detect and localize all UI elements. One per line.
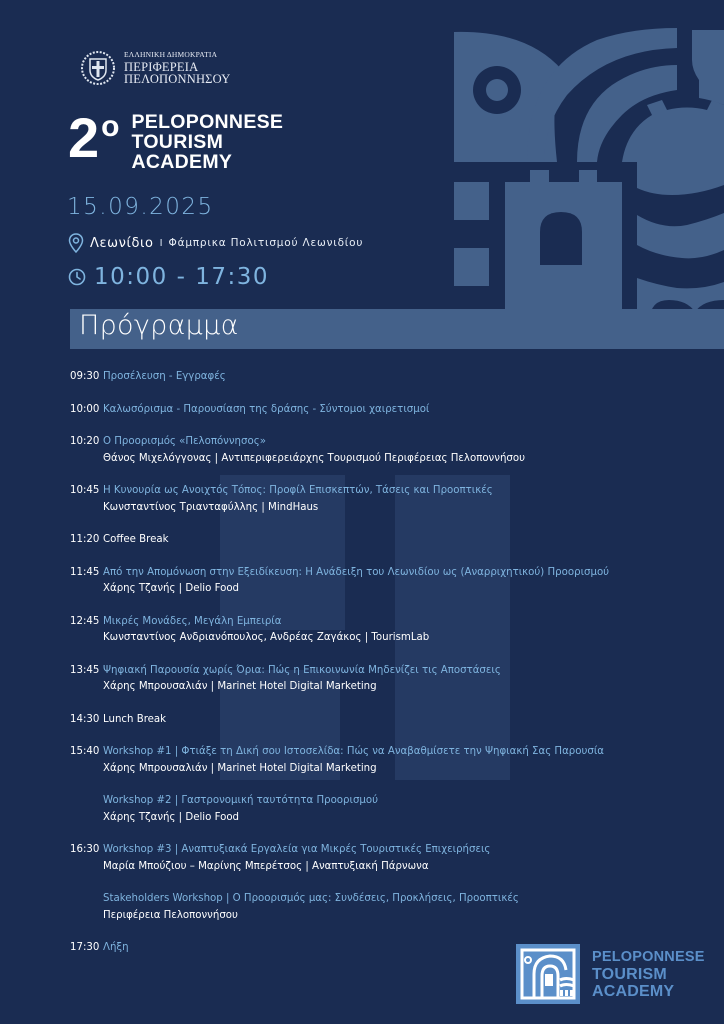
clock-icon (68, 268, 86, 286)
event-location (68, 233, 363, 253)
program-header-bar (70, 309, 724, 349)
schedule-item-speaker: Θάνος Μιχελόγγονας | Αντιπεριφερειάρχης Τουρισμού Περιφέρειας Πελοποννήσου (103, 452, 525, 464)
schedule-item-body (103, 483, 493, 516)
edition-ordinal: ο (101, 110, 120, 143)
event-time (68, 264, 269, 290)
schedule-item-time: 17:30 (70, 942, 100, 953)
region-name-line1: ΠΕΡΙΦΕΡΕΙΑ (124, 60, 199, 75)
schedule-item-title: Λήξη (103, 942, 129, 953)
greek-coat-of-arms-icon (80, 50, 116, 86)
program-schedule (70, 369, 710, 973)
map-pin-icon (68, 233, 84, 253)
schedule-item-title: Coffee Break (103, 534, 169, 545)
schedule-item (70, 565, 710, 598)
schedule-item (70, 842, 710, 875)
schedule-item-title: Από την Απομόνωση στην Εξειδίκευση: Η Ανάδειξη του Λεωνιδίου ως (Αναρριχητικού) Προορισμού (103, 566, 610, 578)
schedule-item-body (103, 793, 378, 826)
schedule-item-speaker: Κωνσταντίνος Τριανταφύλλης | MindHaus (103, 501, 319, 513)
schedule-item-title: Προσέλευση - Εγγραφές (103, 371, 226, 382)
schedule-item-time: 15:40 (70, 746, 100, 757)
schedule-item-title: Ψηφιακή Παρουσία χωρίς Όρια: Πώς η Επικοινωνία Μηδενίζει τις Αποστάσεις (103, 664, 501, 676)
academy-hero-graphic (447, 20, 724, 349)
schedule-item-time: 16:30 (70, 844, 100, 855)
schedule-item (70, 434, 710, 467)
schedule-item-body (103, 842, 490, 875)
schedule-item-title: Workshop #1 | Φτιάξε τη Δική σου Ιστοσελίδα: Πώς να Αναβαθμίσετε την Ψηφιακή Σας Παρουσία (103, 746, 605, 757)
schedule-item-time: 09:30 (70, 371, 100, 382)
schedule-item (70, 891, 710, 924)
schedule-item (70, 663, 710, 696)
schedule-item-body (103, 663, 501, 696)
schedule-item-body (103, 614, 429, 647)
event-date: 15.09.2025 (67, 194, 214, 220)
schedule-item-speaker: Χάρης Τζανής | Delio Food (103, 811, 240, 823)
footer-logo-line: ACADEMY (592, 982, 675, 1000)
schedule-item-body (103, 565, 609, 598)
region-country: ΕΛΛΗΝΙΚΗ ΔΗΜΟΚΡΑΤΙΑ (124, 49, 218, 59)
schedule-item-time: 13:45 (70, 664, 100, 676)
event-title-line: PELOPONNESE (131, 111, 284, 133)
location-venue: Φάμπρικα Πολιτισμού Λεωνιδίου (168, 237, 364, 249)
schedule-item-title: Lunch Break (103, 713, 167, 725)
footer-academy-logo (516, 944, 705, 1004)
schedule-item-time: 12:45 (70, 615, 100, 627)
schedule-item (70, 793, 710, 826)
schedule-item-time: 11:45 (70, 566, 100, 578)
schedule-item-speaker: Περιφέρεια Πελοποννήσου (103, 909, 238, 921)
schedule-item-body (103, 940, 129, 957)
schedule-item-title: Ο Προορισμός «Πελοπόννησος» (103, 436, 266, 447)
schedule-item-speaker: Χάρης Τζανής | Delio Food (103, 583, 240, 594)
schedule-item (70, 614, 710, 647)
schedule-item-body (103, 434, 525, 467)
schedule-item-title: Μικρές Μονάδες, Μεγάλη Εμπειρία (103, 615, 282, 627)
event-time-range: 10:00 - 17:30 (94, 264, 269, 290)
schedule-item-speaker: Μαρία Μπούζιου – Μαρίνης Μπερέτσος | Αναπτυξιακή Πάρνωνα (103, 860, 429, 872)
footer-logo-line: TOURISM (592, 965, 667, 983)
event-title-line: TOURISM (131, 131, 224, 153)
event-title (131, 112, 283, 172)
edition-heading (68, 106, 284, 173)
footer-logo-text (592, 949, 705, 1000)
schedule-item (70, 483, 710, 516)
schedule-item (70, 744, 710, 777)
schedule-item-speaker: Κωνσταντίνος Ανδριανόπουλος, Ανδρέας Ζαγάκος | TourismLab (103, 632, 430, 643)
schedule-item (70, 369, 710, 386)
schedule-item-body (103, 402, 429, 419)
schedule-item-title: Workshop #3 | Αναπτυξιακά Εργαλεία για Μικρές Τουριστικές Επιχειρήσεις (103, 844, 491, 855)
schedule-item (70, 532, 710, 549)
schedule-item-title: Stakeholders Workshop | Ο Προορισμός μας: Συνδέσεις, Προκλήσεις, Προοπτικές (103, 893, 519, 904)
edition-number: 2 (68, 106, 99, 169)
schedule-item-title: Workshop #2 | Γαστρονομική ταυτότητα Προορισμού (103, 795, 379, 806)
program-title: Πρόγραμμα (79, 310, 239, 341)
region-name-line2: ΠΕΛΟΠΟΝΝΗΣΟΥ (124, 72, 231, 87)
schedule-item-speaker: Χάρης Μπρουσαλιάν | Marinet Hotel Digital Marketing (103, 681, 377, 692)
schedule-item-time (70, 793, 103, 826)
footer-logo-line: PELOPONNESE (592, 948, 705, 965)
schedule-item-title: Η Κυνουρία ως Ανοιχτός Τόπος: Προφίλ Επισκεπτών, Τάσεις και Προοπτικές (103, 485, 493, 496)
schedule-item-time: 14:30 (70, 713, 100, 725)
schedule-item (70, 402, 710, 419)
schedule-item-body (103, 369, 226, 386)
schedule-item-time: 10:20 (70, 436, 100, 447)
schedule-item-time: 10:45 (70, 485, 100, 496)
event-title-line: ACADEMY (131, 151, 233, 173)
schedule-item-body (103, 712, 166, 729)
schedule-item (70, 712, 710, 729)
location-town: Λεωνίδιο (90, 235, 154, 251)
schedule-item-title: Καλωσόρισμα - Παρουσίαση της δράσης - Σύντομοι χαιρετισμοί (103, 403, 430, 415)
schedule-item-body (103, 891, 519, 924)
region-logo (80, 50, 230, 86)
schedule-item-time: 10:00 (70, 403, 100, 415)
schedule-item-body (103, 744, 604, 777)
schedule-item-time (70, 891, 103, 924)
peloponnese-tourism-academy-logo-icon (516, 944, 580, 1004)
schedule-item-speaker: Χάρης Μπρουσαλιάν | Marinet Hotel Digital Marketing (103, 762, 377, 774)
location-separator: I (159, 237, 163, 249)
schedule-item-time: 11:20 (70, 534, 100, 545)
schedule-item-body (103, 532, 169, 549)
